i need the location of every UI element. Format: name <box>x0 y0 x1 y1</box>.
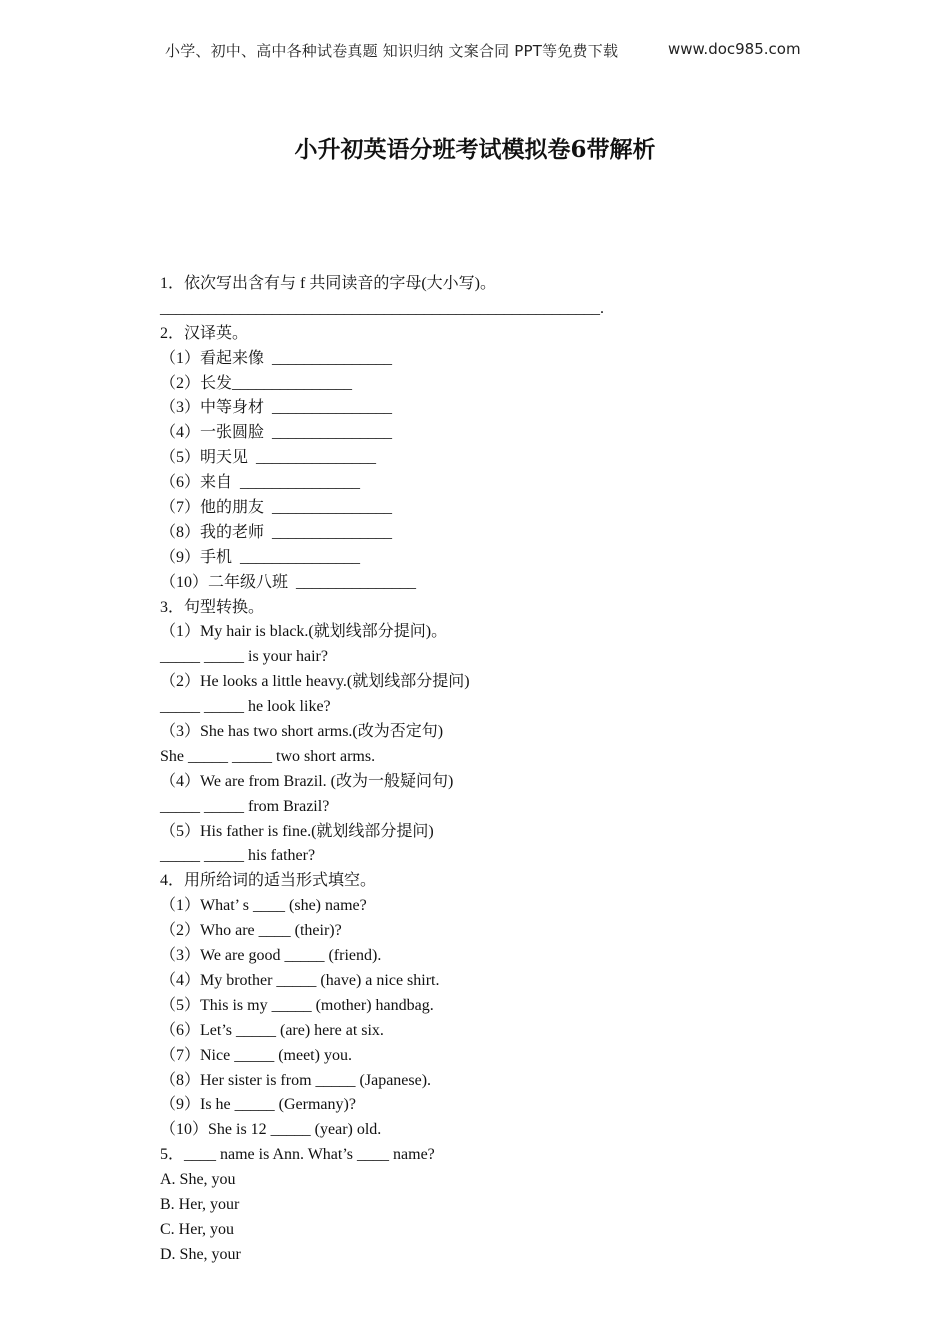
option-c: C. Her, you <box>160 1220 235 1238</box>
question-item: （9）Is he _____ (Germany)? <box>160 1096 356 1114</box>
question-item: （4）My brother _____ (have) a nice shirt. <box>160 971 440 989</box>
answer-blank-line: _____ _____ his father? <box>160 847 316 865</box>
question-item: （8）Her sister is from _____ (Japanese). <box>160 1071 432 1089</box>
option-a: A. She, you <box>160 1171 236 1189</box>
question-item: （7）他的朋友 _______________ <box>160 499 393 517</box>
question-item: （1）What’ s ____ (she) name? <box>160 897 367 915</box>
question-4-prompt: 4．用所给词的适当形式填空。 <box>160 872 377 890</box>
question-2-prompt: 2．汉译英。 <box>160 324 249 342</box>
question-item: （7）Nice _____ (meet) you. <box>160 1046 352 1064</box>
question-1-prompt: 1．依次写出含有与 f 共同读音的字母(大小写)。 <box>160 275 496 292</box>
question-item: （2）长发_______________ <box>160 374 353 392</box>
answer-blank-line: _____ _____ is your hair? <box>160 648 328 666</box>
question-item: （10）She is 12 _____ (year) old. <box>160 1121 382 1139</box>
answer-blank-line: _______________________________________________________. <box>160 299 604 317</box>
header-url[interactable]: www.doc985.com <box>668 40 801 58</box>
question-item: （6）Let’s _____ (are) here at six. <box>160 1021 384 1039</box>
question-item: （2）Who are ____ (their)? <box>160 922 342 940</box>
question-item: （2）He looks a little heavy.(就划线部分提问) <box>160 673 470 691</box>
question-item: （5）This is my _____ (mother) handbag. <box>160 996 434 1014</box>
question-item: （6）来自 _______________ <box>160 474 361 492</box>
question-item: （4）We are from Brazil. (改为一般疑问句) <box>160 772 454 790</box>
question-item: （9）手机 _______________ <box>160 548 361 566</box>
answer-blank-line: _____ _____ he look like? <box>160 698 331 716</box>
question-item: （10）二年级八班 _______________ <box>160 573 417 591</box>
question-item: （3）She has two short arms.(改为否定句) <box>160 723 444 741</box>
question-item: （8）我的老师 _______________ <box>160 523 393 541</box>
question-5-prompt: 5．____ name is Ann. What’s ____ name? <box>160 1146 435 1164</box>
exam-content <box>160 272 800 1268</box>
answer-blank-line: She _____ _____ two short arms. <box>160 747 376 765</box>
question-item: （1）My hair is black.(就划线部分提问)。 <box>160 623 448 641</box>
option-d: D. She, your <box>160 1245 241 1263</box>
question-item: （1）看起来像 _______________ <box>160 349 393 367</box>
question-item: （3）We are good _____ (friend). <box>160 947 382 965</box>
document-title: 小升初英语分班考试模拟卷6带解析 <box>294 136 656 163</box>
header-promo-text: 小学、初中、高中各种试卷真题 知识归纳 文案合同 PPT等免费下载 <box>165 42 619 60</box>
question-item: （5）明天见 _______________ <box>160 449 377 467</box>
question-item: （3）中等身材 _______________ <box>160 399 393 417</box>
question-item: （4）一张圆脸 _______________ <box>160 424 393 442</box>
question-item: （5）His father is fine.(就划线部分提问) <box>160 822 434 840</box>
question-3-prompt: 3．句型转换。 <box>160 598 265 616</box>
option-b: B. Her, your <box>160 1195 240 1213</box>
answer-blank-line: _____ _____ from Brazil? <box>160 797 330 815</box>
